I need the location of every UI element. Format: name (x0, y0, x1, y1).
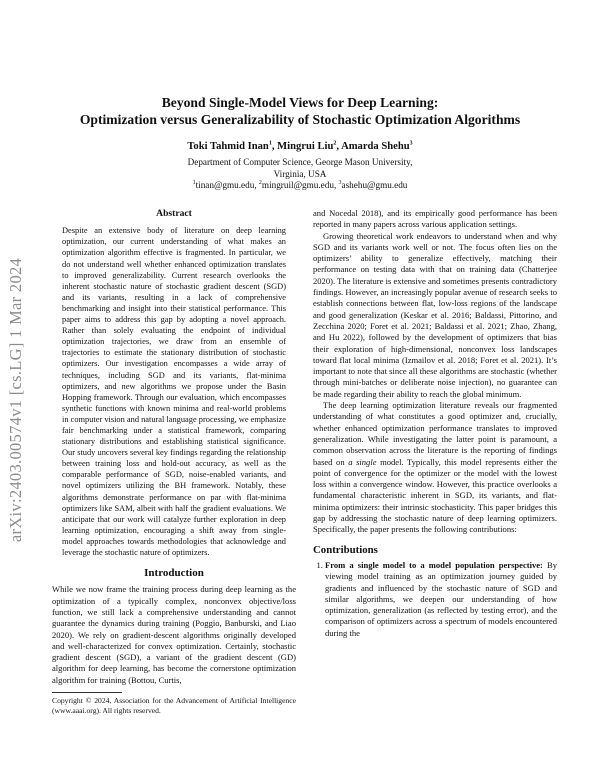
email: ashehu@gmu.edu (341, 180, 408, 190)
affiliation-dept: Department of Computer Science, George Mason University, (187, 157, 413, 167)
affiliation-location: Virginia, USA (273, 168, 327, 179)
abstract-text: Despite an extensive body of literature on deep learning optimization, our current understanding of what makes an optimization algorithm effective is fragmented. In particular, we do not understand well whether enhanced optimization translates to improved generalizability. Current research overlooks the inherent stochastic nature of stochastic gradient descent (SGD) and its variants, resulting in a lack of comprehensive benchmarking and insight into their statistical performance. This paper aims to address this gap by adopting a novel approach. Rather than solely evaluating the endpoint of individual optimization trajectories, we draw from an ensemble of trajectories to estimate the stationary distribution of stochastic optimizers. Our investigation encompasses a wide array of techniques, including SGD and its variants, flat-minima optimizers, and new algorithms we propose under the Basin Hopping framework. Through our evaluation, which encompasses synthetic functions with known minima and real-world problems in computer vision and natural language processing, we emphasize fair benchmarking under a statistical framework, comparing stationary distributions and establishing statistical significance. Our study uncovers several key findings regarding the relationship between training loss and hold-out accuracy, as well as the comparable performance of SGD, noise-enabled variants, and novel optimizers utilizing the BH framework. Notably, these algorithms demonstrate performance on par with flat-minima optimizers like SAM, albeit with half the gradient evaluations. We anticipate that our work will catalyze further exploration in deep learning optimization, encouraging a shift away from single-model approaches towards methodologies that acknowledge and leverage the stochastic nature of optimizers. (62, 226, 286, 558)
paper-header (40, 94, 560, 192)
body-text: model. Typically, this model represents either the point of convergence for the optimizer or the model with the lowest loss within a convergence window. However, this practice overlooks a fundamental characteristic inherent in SGD, its variants, and flat-minima optimizers: their intrinsic stochasticity. This paper bridges this gap by addressing the stochastic nature of deep learning optimizers. Specifically, the paper presents the following contributions: (313, 456, 558, 535)
body-text: The deep learning optimization literature reveals our fragmented understanding of what constitutes a good optimizer and, crucially, whether enhanced optimization performance translates to improved generalization. While investigating the latter point is paramount, a common observation across the literature is the reporting of findings based on (313, 400, 557, 467)
paper-title (40, 94, 560, 128)
contribution-item (325, 560, 557, 639)
introduction-text: While we now frame the training process during deep learning as the optimization of a typically complex, nonconvex objective/loss function, we still lack a comprehensive understanding and cannot guarantee the dynamics during training (Poggio, Banburski, and Liao 2020). We rely on gradient-descent algorithms originally developed and well-characterized for convex optimization. Certainly, stochastic gradient descent (SGD), a variant of the gradient descent (GD) algorithm for deep learning, has become the cornerstone optimization algorithm for training (Bottou, Curtis, (52, 584, 296, 685)
author-name: Mingrui Liu (277, 141, 334, 152)
author-mark: 2 (333, 140, 337, 147)
contributions-heading: Contributions (313, 543, 378, 556)
body-paragraph: Growing theoretical work endeavors to understand when and why SGD and its variants work well or not. The focus often lies on the optimizers’ ability to generalize effectively, matching their performance on testing data with that on training data (Chatterjee 2020). The literature is extensive and sometimes presents contradictory findings. However, an increasingly popular avenue of research seeks to establish connections between flat, low-loss regions of the landscape and good generalization (Keskar et al. 2016; Baldassi, Pittorino, and Zecchina 2020; Foret et al. 2021; Baldassi et al. 2021; Zhao, Zhang, and Hu 2022), followed by the development of optimizers that bias their exploration of high-dimensional, nonconvex loss landscapes toward flat local minima (Izmailov et al. 2018; Foret et al. 2021). It’s important to note that since all these algorithms are stochastic (whether through mini-batches or deliberate noise injection), no guarantee can be made regarding their ability to reach the global minimum. (313, 230, 557, 399)
author-name: Amarda Shehu (341, 141, 410, 152)
emphasis-text: a single (348, 456, 377, 467)
contribution-title: From a single model to a model population perspective: (325, 559, 543, 570)
copyright-footnote: Copyright © 2024, Association for the Advancement of Artificial Intelligence (www.aaai.org). All rights reserved. (52, 696, 296, 716)
arxiv-stamp (6, 200, 26, 600)
email-mark: 2 (258, 179, 262, 186)
author-mark: 1 (268, 140, 272, 147)
footnote-divider (52, 692, 122, 693)
email-mark: 3 (338, 179, 342, 186)
body-paragraph (313, 400, 557, 536)
abstract-heading: Abstract (156, 208, 192, 219)
title-line-2: Optimization versus Generalizability of Stochastic Optimization Algorithms (79, 112, 521, 127)
right-column (313, 208, 557, 639)
affiliation-emails: $^1$tinan@gmu.edu, $^2$mingruil@gmu.edu, $^3$ashehu@gmu.edu (192, 179, 408, 190)
author-mark: 3 (409, 140, 413, 147)
affiliation (40, 157, 560, 192)
contribution-text: By viewing model training as an optimization journey guided by gradients and influenced by the stochastic nature of SGD and similar algorithms, we deepen our understanding of how optimization, generalization (as reflected by testing error), and the comparison of optimizers across a spectrum of models encountered during the (325, 559, 557, 638)
title-line-1: Beyond Single-Model Views for Deep Learning: (161, 95, 439, 110)
author-name: Toki Tahmid Inan (187, 141, 269, 152)
email-mark: 1 (192, 179, 196, 186)
arxiv-id: arXiv:2403.00574v1 [cs.LG] 1 Mar 2024 (6, 257, 26, 543)
email: tinan@gmu.edu (195, 180, 255, 190)
introduction-heading: Introduction (144, 567, 204, 580)
email: mingruil@gmu.edu (261, 180, 334, 190)
contributions-list (313, 560, 557, 639)
body-paragraph: and Nocedal 2018), and its empirically good performance has been reported in many papers across various application settings. (313, 208, 557, 230)
author-list: Toki Tahmid Inan$^1$, Mingrui Liu$^2$, Amarda Shehu$^3$ (187, 140, 413, 152)
left-column (52, 208, 296, 716)
